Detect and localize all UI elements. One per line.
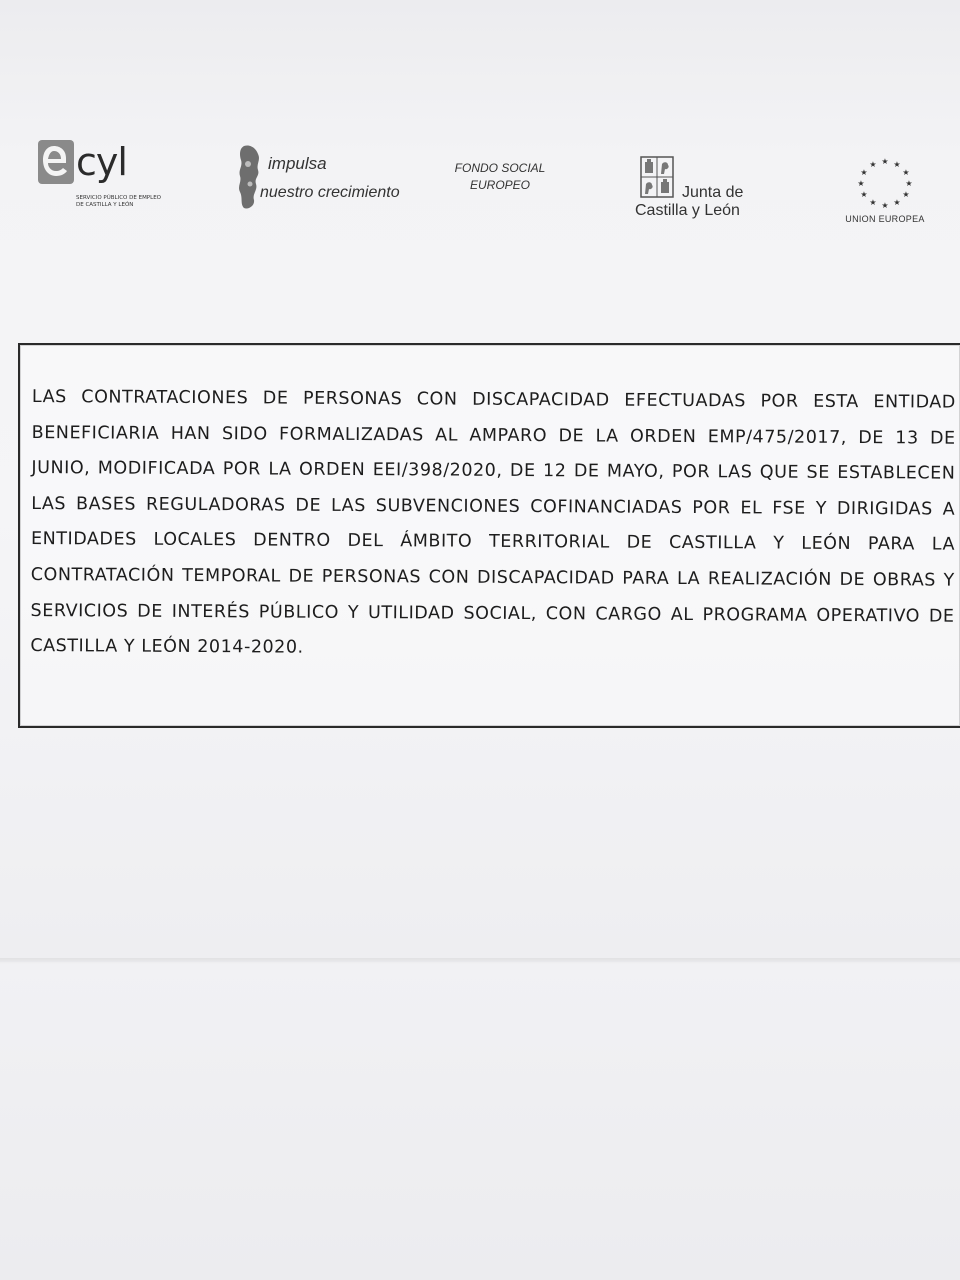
impulsa-line2: nuestro crecimiento: [260, 184, 400, 201]
junta-line2: Castilla y León: [635, 202, 740, 219]
junta-line1: Junta de: [682, 184, 744, 201]
ecyl-subtitle: [76, 195, 161, 209]
fse-line2: EUROPEO: [469, 178, 530, 192]
page-fold: [0, 958, 960, 964]
svg-text:★: ★: [869, 160, 877, 169]
svg-text:★: ★: [860, 168, 868, 177]
europa-impulsa-logo: [236, 140, 400, 220]
logo-header: [0, 0, 960, 260]
svg-text:★: ★: [893, 198, 901, 207]
svg-text:★: ★: [881, 157, 889, 166]
fondo-social-europeo-logo: [440, 160, 560, 194]
svg-text:★: ★: [902, 190, 910, 199]
ecyl-subtitle-line1: SERVICIO PÚBLICO DE EMPLEO: [76, 195, 161, 201]
lower-sheet: [0, 962, 960, 1280]
svg-text:★: ★: [902, 168, 910, 177]
svg-text:★: ★: [881, 201, 889, 210]
svg-text:★: ★: [893, 160, 901, 169]
ecyl-wordmark: cyl: [76, 140, 127, 184]
ecyl-e-mark-icon: [36, 138, 76, 186]
eu-stars-icon: [852, 154, 918, 210]
svg-text:★: ★: [905, 179, 913, 188]
svg-text:★: ★: [860, 190, 868, 199]
svg-text:★: ★: [857, 179, 865, 188]
junta-castilla-leon-logo: [632, 156, 762, 226]
union-europea-label: UNION EUROPEA: [845, 214, 925, 224]
notice-box: [18, 343, 960, 728]
notice-text: LAS CONTRATACIONES DE PERSONAS CON DISCAPACIDAD EFECTUADAS POR ESTA ENTIDAD BENEFICIARIA HAN SIDO FORMALIZADAS AL AMPARO DE LA ORDEN EMP/475/2017, DE 13 DE JUNIO, MODIFICADA POR LA ORDEN EEI/398/2020, DE 12 DE MAYO, POR LAS QUE SE ESTABLECEN LAS BASES REGULADORAS DE LAS SUBVENCIONES COFINANCIADAS POR EL FSE Y DIRIGIDAS A ENTIDADES LOCALES DENTRO DEL ÁMBITO TERRITORIAL DE CASTILLA Y LEÓN PARA LA CONTRATACIÓN TEMPORAL DE PERSONAS CON DISCAPACIDAD PARA LA REALIZACIÓN DE OBRAS Y SERVICIOS DE INTERÉS PÚBLICO Y UTILIDAD SOCIAL, CON CARGO AL PROGRAMA OPERATIVO DE CASTILLA Y LEÓN 2014-2020.: [30, 386, 956, 658]
union-europea-logo: [840, 150, 930, 230]
fse-line1: FONDO SOCIAL: [454, 161, 546, 175]
svg-text:★: ★: [869, 198, 877, 207]
impulsa-line1: impulsa: [268, 154, 327, 173]
ecyl-logo: [36, 138, 186, 218]
ecyl-subtitle-line2: DE CASTILLA Y LEÓN: [76, 202, 134, 208]
coat-of-arms-icon: [640, 156, 674, 198]
